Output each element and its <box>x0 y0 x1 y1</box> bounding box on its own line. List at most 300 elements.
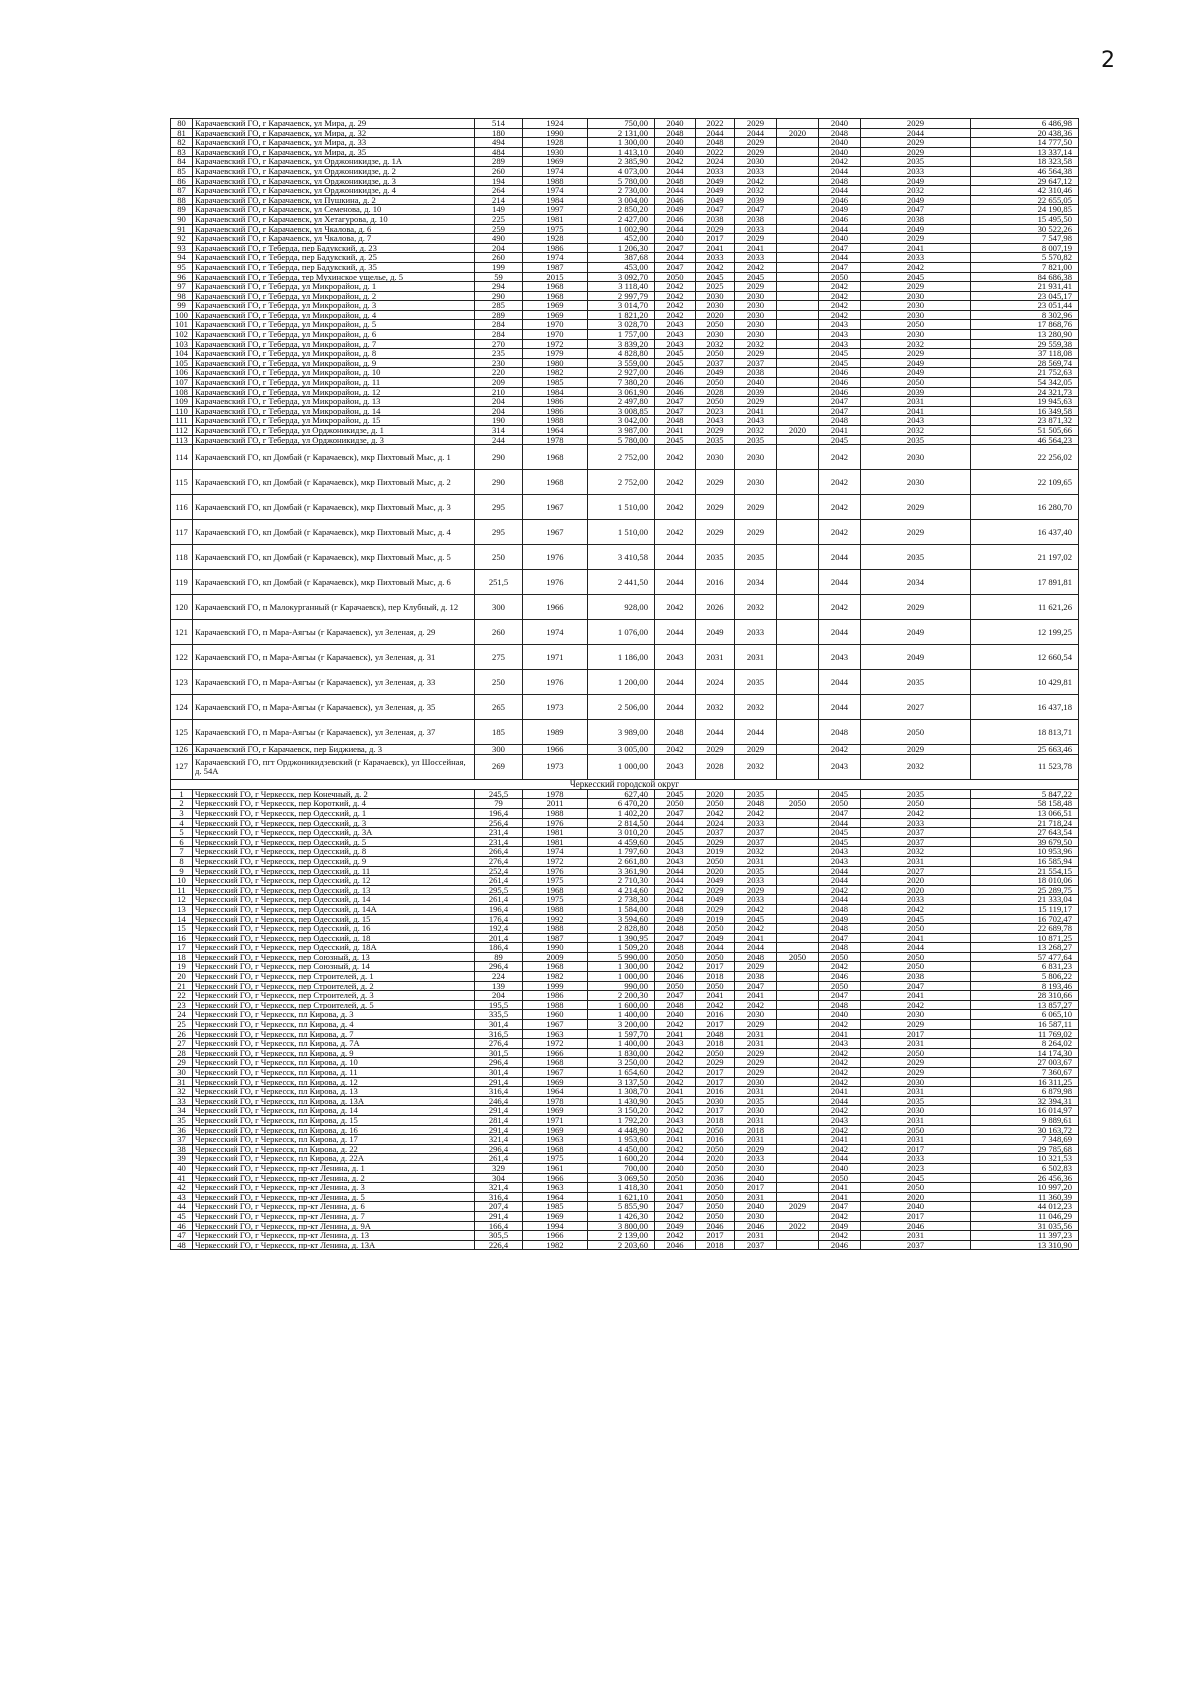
value-cell: 2029 <box>735 1048 777 1058</box>
row-number-cell: 10 <box>171 876 193 886</box>
value-cell: 2042 <box>819 1231 861 1241</box>
address-cell: Черкесский ГО, г Черкесск, пер Конечный, д. 2 <box>193 789 475 799</box>
value-cell: 3 361,90 <box>588 866 655 876</box>
value-cell: 2047 <box>655 991 696 1001</box>
value-cell: 2050 <box>819 952 861 962</box>
row-number-cell: 82 <box>171 138 193 148</box>
value-cell: 2 441,50 <box>588 570 655 595</box>
address-cell: Карачаевский ГО, г Карачаевск, ул Мира, д. 33 <box>193 138 475 148</box>
value-cell: 2030 <box>735 157 777 167</box>
value-cell: 750,00 <box>588 119 655 129</box>
value-cell: 2046 <box>819 214 861 224</box>
value-cell: 2016 <box>696 1135 735 1145</box>
value-cell <box>777 368 819 378</box>
value-cell: 2049 <box>861 195 971 205</box>
value-cell: 260 <box>475 253 523 263</box>
row-number-cell: 32 <box>171 1087 193 1097</box>
value-cell: 2020 <box>696 1154 735 1164</box>
value-cell: 2030 <box>696 445 735 470</box>
value-cell: 2050 <box>696 799 735 809</box>
value-cell: 2050 <box>861 924 971 934</box>
table-row <box>171 1096 1079 1106</box>
value-cell: 2032 <box>696 339 735 349</box>
value-cell: 22 109,65 <box>971 470 1079 495</box>
address-cell: Черкесский ГО, г Черкесск, пер Строителей, д. 5 <box>193 1000 475 1010</box>
value-cell: 220 <box>475 368 523 378</box>
value-cell: 1987 <box>523 262 588 272</box>
table-row <box>171 1183 1079 1193</box>
row-number-cell: 38 <box>171 1144 193 1154</box>
address-cell: Карачаевский ГО, г Теберда, ул Микрорайон, д. 3 <box>193 301 475 311</box>
value-cell: 300 <box>475 745 523 755</box>
row-number-cell: 127 <box>171 754 193 779</box>
row-number-cell: 112 <box>171 426 193 436</box>
value-cell: 1964 <box>523 426 588 436</box>
value-cell: 11 397,23 <box>971 1231 1079 1241</box>
address-cell: Черкесский ГО, г Черкесск, пер Одесский, д. 15 <box>193 914 475 924</box>
address-cell: Карачаевский ГО, г Теберда, ул Орджоникидзе, д. 1 <box>193 426 475 436</box>
value-cell: 2041 <box>819 1135 861 1145</box>
value-cell: 1 953,60 <box>588 1135 655 1145</box>
value-cell: 1988 <box>523 808 588 818</box>
value-cell: 2043 <box>861 416 971 426</box>
value-cell: 2050 <box>696 1211 735 1221</box>
value-cell <box>777 1087 819 1097</box>
address-cell: Карачаевский ГО, г Карачаевск, ул Пушкина, д. 2 <box>193 195 475 205</box>
address-cell: Карачаевский ГО, г Карачаевск, ул Орджоникидзе, д. 3 <box>193 176 475 186</box>
address-cell: Черкесский ГО, г Черкесск, пер Союзный, д. 14 <box>193 962 475 972</box>
row-number-cell: 22 <box>171 991 193 1001</box>
value-cell: 2033 <box>861 895 971 905</box>
row-number-cell: 43 <box>171 1192 193 1202</box>
value-cell: 2031 <box>735 1039 777 1049</box>
value-cell: 2045 <box>819 435 861 445</box>
value-cell: 291,4 <box>475 1125 523 1135</box>
value-cell <box>777 1096 819 1106</box>
value-cell: 27 643,54 <box>971 828 1079 838</box>
row-number-cell: 15 <box>171 924 193 934</box>
value-cell: 22 256,02 <box>971 445 1079 470</box>
value-cell: 2041 <box>655 1183 696 1193</box>
table-row <box>171 1029 1079 1039</box>
row-number-cell: 119 <box>171 570 193 595</box>
value-cell: 2041 <box>819 1087 861 1097</box>
value-cell: 230 <box>475 358 523 368</box>
value-cell: 5 847,22 <box>971 789 1079 799</box>
table-row <box>171 837 1079 847</box>
value-cell: 23 871,32 <box>971 416 1079 426</box>
value-cell <box>777 119 819 129</box>
value-cell: 2042 <box>696 262 735 272</box>
value-cell: 700,00 <box>588 1163 655 1173</box>
value-cell: 2047 <box>655 262 696 272</box>
address-cell: Черкесский ГО, г Черкесск, пл Кирова, д. 12 <box>193 1077 475 1087</box>
value-cell: 57 477,64 <box>971 952 1079 962</box>
address-cell: Карачаевский ГО, г Теберда, ул Микрорайон, д. 7 <box>193 339 475 349</box>
row-number-cell: 25 <box>171 1020 193 1030</box>
address-cell: Черкесский ГО, г Черкесск, пл Кирова, д. 9 <box>193 1048 475 1058</box>
value-cell: 196,4 <box>475 904 523 914</box>
table-row <box>171 847 1079 857</box>
value-cell: 2030 <box>861 291 971 301</box>
value-cell: 2022 <box>777 1221 819 1231</box>
address-cell: Карачаевский ГО, г Карачаевск, ул Орджоникидзе, д. 2 <box>193 166 475 176</box>
value-cell: 1 300,00 <box>588 138 655 148</box>
value-cell: 2029 <box>861 1020 971 1030</box>
value-cell: 2042 <box>819 445 861 470</box>
value-cell: 2029 <box>735 495 777 520</box>
value-cell <box>777 720 819 745</box>
value-cell: 2017 <box>861 1144 971 1154</box>
table-row <box>171 914 1079 924</box>
value-cell: 235 <box>475 349 523 359</box>
value-cell: 2033 <box>861 166 971 176</box>
table-row <box>171 368 1079 378</box>
value-cell: 2033 <box>696 166 735 176</box>
row-number-cell: 98 <box>171 291 193 301</box>
value-cell: 2035 <box>861 157 971 167</box>
value-cell: 2041 <box>819 1029 861 1039</box>
value-cell: 190 <box>475 416 523 426</box>
value-cell: 2029 <box>861 595 971 620</box>
value-cell: 1988 <box>523 1000 588 1010</box>
value-cell: 3 028,70 <box>588 320 655 330</box>
value-cell: 316,4 <box>475 1087 523 1097</box>
value-cell: 2017 <box>696 1020 735 1030</box>
value-cell: 2050 <box>819 1173 861 1183</box>
table-row <box>171 1068 1079 1078</box>
value-cell <box>777 1211 819 1221</box>
value-cell: 2043 <box>819 339 861 349</box>
value-cell: 2 997,79 <box>588 291 655 301</box>
row-number-cell: 103 <box>171 339 193 349</box>
value-cell: 10 997,20 <box>971 1183 1079 1193</box>
value-cell: 2048 <box>655 416 696 426</box>
value-cell: 39 679,50 <box>971 837 1079 847</box>
value-cell: 2024 <box>696 818 735 828</box>
value-cell <box>777 186 819 196</box>
value-cell: 209 <box>475 378 523 388</box>
value-cell: 265 <box>475 695 523 720</box>
value-cell: 2049 <box>861 620 971 645</box>
value-cell: 2042 <box>819 1068 861 1078</box>
value-cell <box>777 310 819 320</box>
value-cell: 2046 <box>819 972 861 982</box>
value-cell: 2049 <box>861 368 971 378</box>
value-cell: 2048 <box>819 924 861 934</box>
value-cell: 264 <box>475 186 523 196</box>
table-row <box>171 378 1079 388</box>
table-row <box>171 406 1079 416</box>
value-cell: 2016 <box>696 1010 735 1020</box>
value-cell: 226,4 <box>475 1240 523 1250</box>
value-cell: 2041 <box>655 1029 696 1039</box>
value-cell: 2046 <box>655 214 696 224</box>
address-cell: Черкесский ГО, г Черкесск, пр-кт Ленина, д. 2 <box>193 1173 475 1183</box>
table-row <box>171 397 1079 407</box>
value-cell <box>777 520 819 545</box>
value-cell: 18 813,71 <box>971 720 1079 745</box>
value-cell: 1966 <box>523 745 588 755</box>
row-number-cell: 44 <box>171 1202 193 1212</box>
address-cell: Карачаевский ГО, г Карачаевск, пер Биджиева, д. 3 <box>193 745 475 755</box>
value-cell: 18 323,58 <box>971 157 1079 167</box>
value-cell: 1968 <box>523 1058 588 1068</box>
value-cell: 3 989,00 <box>588 720 655 745</box>
address-cell: Карачаевский ГО, г Карачаевск, ул Мира, д. 29 <box>193 119 475 129</box>
value-cell: 2029 <box>735 1058 777 1068</box>
table-row <box>171 262 1079 272</box>
value-cell: 2049 <box>861 645 971 670</box>
value-cell: 58 158,48 <box>971 799 1079 809</box>
address-cell: Карачаевский ГО, г Карачаевск, ул Семенова, д. 10 <box>193 205 475 215</box>
address-cell: Карачаевский ГО, г Карачаевск, ул Орджоникидзе, д. 1А <box>193 157 475 167</box>
address-cell: Карачаевский ГО, кп Домбай (г Карачаевск), мкр Пихтовый Мыс, д. 1 <box>193 445 475 470</box>
value-cell: 2 385,90 <box>588 157 655 167</box>
value-cell <box>777 904 819 914</box>
table-row <box>171 1163 1079 1173</box>
value-cell: 2037 <box>696 828 735 838</box>
value-cell: 2035 <box>861 789 971 799</box>
row-number-cell: 126 <box>171 745 193 755</box>
value-cell <box>777 339 819 349</box>
row-number-cell: 23 <box>171 1000 193 1010</box>
value-cell: 204 <box>475 991 523 1001</box>
value-cell: 2044 <box>655 570 696 595</box>
value-cell: 2046 <box>655 368 696 378</box>
value-cell: 251,5 <box>475 570 523 595</box>
value-cell: 2046 <box>696 1221 735 1231</box>
value-cell: 2029 <box>735 1144 777 1154</box>
table-row <box>171 435 1079 445</box>
value-cell: 1 597,70 <box>588 1029 655 1039</box>
value-cell: 2019 <box>696 847 735 857</box>
address-cell: Черкесский ГО, г Черкесск, пер Одесский, д. 18 <box>193 933 475 943</box>
value-cell: 276,4 <box>475 856 523 866</box>
value-cell: 2042 <box>819 282 861 292</box>
value-cell: 2050 <box>655 952 696 962</box>
value-cell: 3 839,20 <box>588 339 655 349</box>
value-cell: 204 <box>475 406 523 416</box>
value-cell: 1 797,60 <box>588 847 655 857</box>
value-cell: 1967 <box>523 495 588 520</box>
value-cell: 7 348,69 <box>971 1135 1079 1145</box>
value-cell: 2037 <box>696 358 735 368</box>
table-row <box>171 291 1079 301</box>
value-cell: 2041 <box>861 243 971 253</box>
value-cell: 1989 <box>523 720 588 745</box>
value-cell: 2049 <box>696 368 735 378</box>
value-cell: 2029 <box>735 885 777 895</box>
value-cell: 2 710,30 <box>588 876 655 886</box>
value-cell: 2040 <box>655 234 696 244</box>
value-cell: 2050 <box>861 962 971 972</box>
address-cell: Черкесский ГО, г Черкесск, пер Короткий, д. 4 <box>193 799 475 809</box>
value-cell: 46 564,23 <box>971 435 1079 445</box>
value-cell: 2029 <box>696 520 735 545</box>
table-row <box>171 195 1079 205</box>
value-cell: 2045 <box>655 828 696 838</box>
address-cell: Карачаевский ГО, г Карачаевск, ул Чкалова, д. 6 <box>193 224 475 234</box>
value-cell: 2033 <box>696 253 735 263</box>
value-cell: 294 <box>475 282 523 292</box>
table-row <box>171 320 1079 330</box>
value-cell: 2029 <box>696 904 735 914</box>
value-cell <box>777 195 819 205</box>
row-number-cell: 94 <box>171 253 193 263</box>
value-cell: 44 012,23 <box>971 1202 1079 1212</box>
value-cell: 2050 <box>861 720 971 745</box>
value-cell: 2042 <box>819 1077 861 1087</box>
value-cell: 1 621,10 <box>588 1192 655 1202</box>
table-row <box>171 991 1079 1001</box>
value-cell: 2 927,00 <box>588 368 655 378</box>
value-cell: 2017 <box>861 1029 971 1039</box>
value-cell: 2042 <box>655 1020 696 1030</box>
value-cell <box>777 695 819 720</box>
value-cell: 2020 <box>861 1192 971 1202</box>
value-cell: 22 655,05 <box>971 195 1079 205</box>
value-cell: 2030 <box>735 310 777 320</box>
row-number-cell: 24 <box>171 1010 193 1020</box>
table-row <box>171 416 1079 426</box>
row-number-cell: 118 <box>171 545 193 570</box>
value-cell <box>777 808 819 818</box>
table-row <box>171 818 1079 828</box>
row-number-cell: 115 <box>171 470 193 495</box>
value-cell: 204 <box>475 397 523 407</box>
value-cell: 627,40 <box>588 789 655 799</box>
address-cell: Черкесский ГО, г Черкесск, пер Союзный, д. 13 <box>193 952 475 962</box>
value-cell: 2037 <box>735 1240 777 1250</box>
value-cell: 2048 <box>696 138 735 148</box>
value-cell: 2020 <box>696 789 735 799</box>
value-cell: 2045 <box>696 272 735 282</box>
value-cell: 204 <box>475 243 523 253</box>
address-cell: Черкесский ГО, г Черкесск, пер Одесский, д. 9 <box>193 856 475 866</box>
value-cell <box>777 176 819 186</box>
value-cell: 2042 <box>655 301 696 311</box>
address-cell: Карачаевский ГО, кп Домбай (г Карачаевск), мкр Пихтовый Мыс, д. 5 <box>193 545 475 570</box>
value-cell <box>777 214 819 224</box>
value-cell: 21 718,24 <box>971 818 1079 828</box>
address-cell: Карачаевский ГО, г Теберда, ул Микрорайон, д. 5 <box>193 320 475 330</box>
value-cell: 7 547,98 <box>971 234 1079 244</box>
value-cell: 196,4 <box>475 808 523 818</box>
value-cell: 51 505,66 <box>971 426 1079 436</box>
table-row <box>171 1106 1079 1116</box>
value-cell: 2049 <box>861 176 971 186</box>
value-cell: 2050 <box>696 924 735 934</box>
value-cell: 2042 <box>655 495 696 520</box>
value-cell: 2032 <box>861 186 971 196</box>
value-cell: 387,68 <box>588 253 655 263</box>
value-cell: 13 268,27 <box>971 943 1079 953</box>
value-cell: 2041 <box>655 1135 696 1145</box>
value-cell: 2039 <box>861 387 971 397</box>
value-cell: 2040 <box>819 1163 861 1173</box>
row-number-cell: 2 <box>171 799 193 809</box>
value-cell: 2042 <box>696 1000 735 1010</box>
value-cell: 1964 <box>523 1087 588 1097</box>
value-cell: 2030 <box>735 1077 777 1087</box>
value-cell: 2044 <box>819 545 861 570</box>
value-cell: 2042 <box>655 310 696 320</box>
value-cell: 2043 <box>655 856 696 866</box>
value-cell: 2030 <box>861 1010 971 1020</box>
value-cell: 5 806,22 <box>971 972 1079 982</box>
value-cell <box>777 406 819 416</box>
value-cell: 1978 <box>523 789 588 799</box>
value-cell: 2020 <box>861 876 971 886</box>
value-cell: 2017 <box>696 1068 735 1078</box>
value-cell: 1976 <box>523 670 588 695</box>
value-cell: 1 792,20 <box>588 1115 655 1125</box>
value-cell: 2037 <box>861 837 971 847</box>
value-cell: 2032 <box>735 339 777 349</box>
table-row <box>171 952 1079 962</box>
row-number-cell: 110 <box>171 406 193 416</box>
row-number-cell: 1 <box>171 789 193 799</box>
value-cell: 1 584,00 <box>588 904 655 914</box>
row-number-cell: 19 <box>171 962 193 972</box>
value-cell: 2041 <box>819 426 861 436</box>
value-cell: 2 497,80 <box>588 397 655 407</box>
address-cell: Черкесский ГО, г Черкесск, пер Одесский, д. 13 <box>193 885 475 895</box>
value-cell: 2046 <box>655 387 696 397</box>
value-cell: 2033 <box>735 620 777 645</box>
value-cell: 290 <box>475 470 523 495</box>
value-cell <box>777 1048 819 1058</box>
value-cell: 2047 <box>819 406 861 416</box>
value-cell: 1971 <box>523 645 588 670</box>
value-cell: 514 <box>475 119 523 129</box>
value-cell: 10 321,53 <box>971 1154 1079 1164</box>
value-cell: 2042 <box>655 1048 696 1058</box>
value-cell: 2043 <box>696 416 735 426</box>
value-cell: 2042 <box>655 157 696 167</box>
value-cell: 2030 <box>735 301 777 311</box>
value-cell: 2029 <box>735 1020 777 1030</box>
value-cell: 2050 <box>696 1048 735 1058</box>
value-cell: 2044 <box>819 253 861 263</box>
table-row <box>171 339 1079 349</box>
value-cell: 2024 <box>696 670 735 695</box>
table-row <box>171 924 1079 934</box>
value-cell <box>777 320 819 330</box>
value-cell: 2044 <box>655 1154 696 1164</box>
value-cell: 4 214,60 <box>588 885 655 895</box>
value-cell: 2029 <box>735 234 777 244</box>
value-cell: 2042 <box>735 808 777 818</box>
value-cell: 1974 <box>523 166 588 176</box>
value-cell: 2049 <box>861 358 971 368</box>
value-cell: 3 987,00 <box>588 426 655 436</box>
address-cell: Карачаевский ГО, г Теберда, ул Микрорайон, д. 4 <box>193 310 475 320</box>
value-cell: 4 450,00 <box>588 1144 655 1154</box>
value-cell: 2046 <box>819 387 861 397</box>
value-cell: 2028 <box>696 754 735 779</box>
value-cell: 2042 <box>655 291 696 301</box>
value-cell <box>777 138 819 148</box>
value-cell: 2048 <box>655 1000 696 1010</box>
value-cell <box>777 147 819 157</box>
value-cell: 2048 <box>819 943 861 953</box>
value-cell: 195,5 <box>475 1000 523 1010</box>
value-cell: 2048 <box>735 799 777 809</box>
value-cell: 2049 <box>655 1221 696 1231</box>
table-row <box>171 224 1079 234</box>
